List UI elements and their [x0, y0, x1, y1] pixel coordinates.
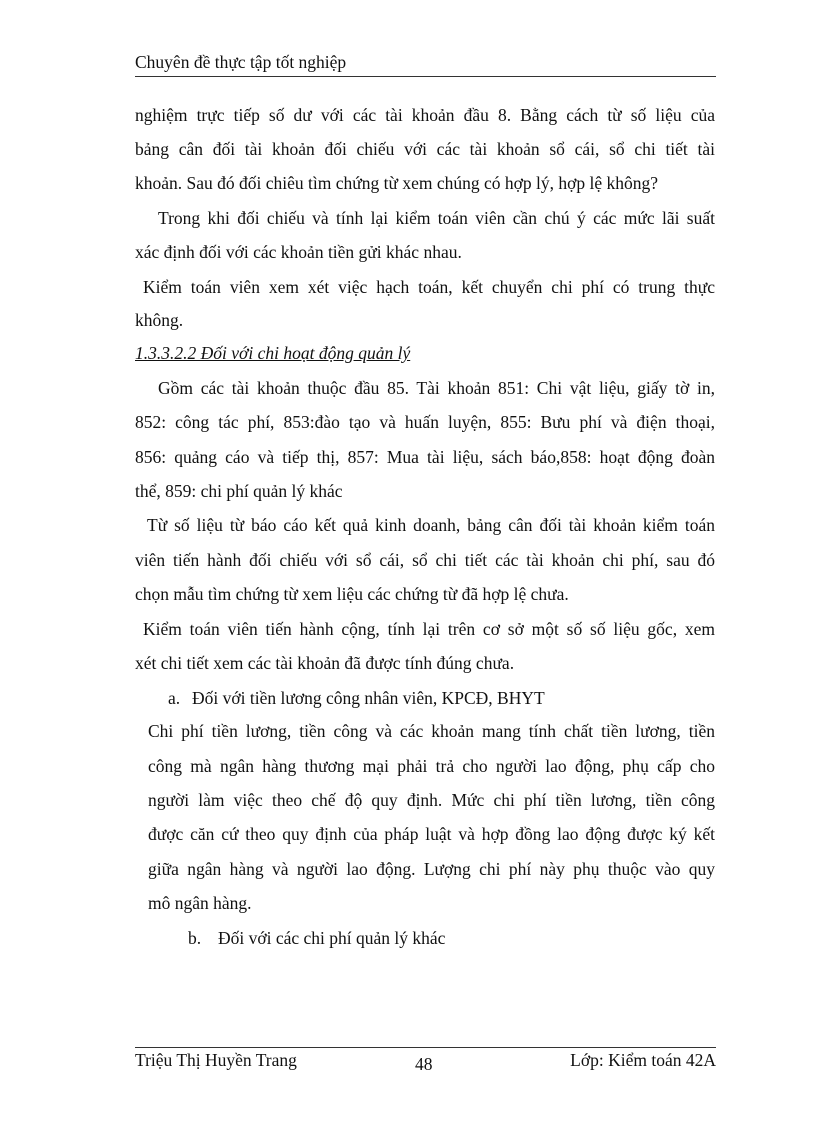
list-marker-a: a. [168, 688, 181, 708]
text-line: người làm việc theo chế độ quy định. Mức chi phí tiền lương, tiền công [148, 790, 715, 810]
section-heading: 1.3.3.2.2 Đối với chi hoạt động quản lý [135, 343, 411, 363]
page-number: 48 [415, 1054, 433, 1074]
list-item-b: Đối với các chi phí quản lý khác [218, 928, 446, 948]
text-line: chọn mẫu tìm chứng từ xem liệu các chứng từ đã hợp lệ chưa. [135, 584, 569, 604]
footer-class: Lớp: Kiểm toán 42A [570, 1050, 716, 1070]
text-line: viên tiến hành đối chiếu với sổ cái, sổ chi tiết các tài khoản chi phí, sau đó [135, 550, 715, 570]
footer-author: Triệu Thị Huyền Trang [135, 1050, 297, 1070]
text-line: Chi phí tiền lương, tiền công và các khoản mang tính chất tiền lương, tiền [148, 721, 715, 741]
text-line: 852: công tác phí, 853:đào tạo và huấn luyện, 855: Bưu phí và điện thoại, [135, 412, 715, 432]
text-line: thể, 859: chi phí quản lý khác [135, 481, 343, 501]
footer-rule [135, 1047, 716, 1048]
header-rule [135, 76, 716, 77]
text-line: mô ngân hàng. [148, 893, 252, 913]
text-line: 856: quảng cáo và tiếp thị, 857: Mua tài liệu, sách báo,858: hoạt động đoàn [135, 447, 715, 467]
list-marker-b: b. [188, 928, 202, 948]
list-item-a: Đối với tiền lương công nhân viên, KPCĐ, BHYT [192, 688, 545, 708]
text-line: xét chi tiết xem các tài khoản đã được tính đúng chưa. [135, 653, 515, 673]
text-line: Kiểm toán viên xem xét việc hạch toán, kết chuyển chi phí có trung thực [143, 277, 715, 297]
text-line: không. [135, 310, 184, 330]
text-line: được căn cứ theo quy định của pháp luật và hợp đồng lao động được ký kết [148, 824, 715, 844]
text-line: Kiểm toán viên tiến hành cộng, tính lại trên cơ sở một số số liệu gốc, xem [143, 619, 715, 639]
text-line: khoản. Sau đó đối chiêu tìm chứng từ xem chúng có hợp lý, hợp lệ không? [135, 173, 659, 193]
text-line: Gồm các tài khoản thuộc đầu 85. Tài khoản 851: Chi vật liệu, giấy tờ in, [158, 378, 715, 398]
text-line: giữa ngân hàng và người lao động. Lượng chi phí này phụ thuộc vào quy [148, 859, 715, 879]
text-line: bảng cân đối tài khoản đối chiếu với các tài khoản sổ cái, sổ chi tiết tài [135, 139, 715, 159]
text-line: xác định đối với các khoản tiền gửi khác nhau. [135, 242, 462, 262]
text-line: Từ số liệu từ báo cáo kết quả kinh doanh, bảng cân đối tài khoản kiểm toán [147, 515, 715, 535]
text-line: công mà ngân hàng thương mại phải trả cho người lao động, phụ cấp cho [148, 756, 715, 776]
text-line: Trong khi đối chiếu và tính lại kiểm toán viên cần chú ý các mức lãi suất [158, 208, 715, 228]
header-title: Chuyên đề thực tập tốt nghiệp [135, 52, 347, 72]
text-line: nghiệm trực tiếp số dư với các tài khoản đầu 8. Bằng cách từ số liệu của [135, 105, 715, 125]
